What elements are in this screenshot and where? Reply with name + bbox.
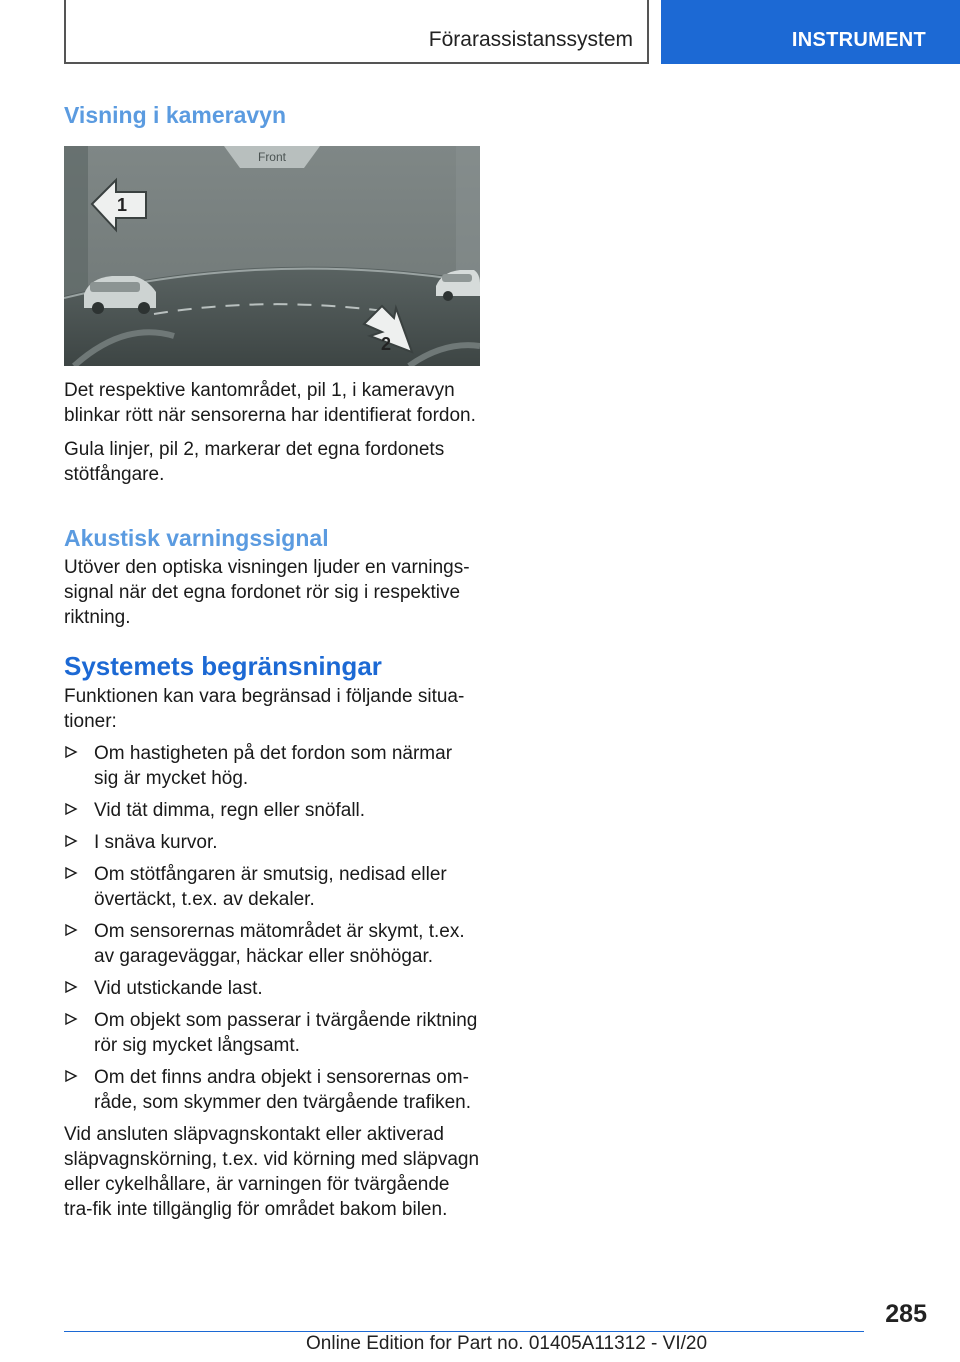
triangle-right-outline-icon xyxy=(64,980,78,994)
acoustic-paragraph: Utöver den optiska visningen ljuder en varnings-signal när det egna fordonet rör sig i respektive riktning. xyxy=(64,557,470,628)
list-item: I snäva kurvor. xyxy=(64,830,480,855)
list-item: Vid utstickande last. xyxy=(64,976,480,1001)
limits-list xyxy=(64,741,480,1115)
list-item: Om stötfångaren är smutsig, nedisad eller övertäckt, t.ex. av dekaler. xyxy=(64,862,480,912)
header-section-title: Förarassistanssystem xyxy=(428,28,633,51)
main-content xyxy=(64,100,480,1222)
triangle-right-outline-icon xyxy=(64,802,78,816)
heading-camera-view: Visning i kameravyn xyxy=(64,102,287,128)
triangle-right-outline-icon xyxy=(64,923,78,937)
svg-text:1: 1 xyxy=(116,195,128,215)
heading-acoustic-signal: Akustisk varningssignal xyxy=(64,525,329,551)
list-item: Om sensorernas mätområdet är skymt, t.ex. av garageväggar, häckar eller snöhögar. xyxy=(64,919,480,969)
triangle-right-outline-icon xyxy=(64,834,78,848)
heading-system-limits: Systemets begränsningar xyxy=(64,651,382,681)
list-item: Vid tät dimma, regn eller snöfall. xyxy=(64,798,480,823)
triangle-right-outline-icon xyxy=(64,745,78,759)
list-item: Om hastigheten på det fordon som närmar sig är mycket hög. xyxy=(64,741,480,791)
triangle-right-outline-icon xyxy=(64,866,78,880)
header-section-box xyxy=(64,0,649,64)
header-chapter-title: INSTRUMENT xyxy=(791,29,926,51)
page-number: 285 xyxy=(885,1300,927,1328)
list-item: Om det finns andra objekt i sensorernas om-råde, som skymmer den tvärgående trafiken. xyxy=(64,1065,480,1115)
triangle-right-outline-icon xyxy=(64,1069,78,1083)
list-item: Om objekt som passerar i tvärgående riktning rör sig mycket långsamt. xyxy=(64,1008,480,1058)
front-label: Front xyxy=(257,150,287,164)
footer-edition: Online Edition for Part no. 01405A11312 - VI/20 xyxy=(306,1333,708,1354)
limits-intro: Funktionen kan vara begränsad i följande situa-tioner: xyxy=(64,686,465,732)
footer-divider xyxy=(64,1331,864,1332)
header-chapter-box xyxy=(661,0,960,64)
camera-view-image xyxy=(64,146,480,366)
camera-view-paragraph-2: Gula linjer, pil 2, markerar det egna fordonets stötfångare. xyxy=(64,439,445,485)
limits-outro: Vid ansluten släpvagnskontakt eller aktiverad släpvagnskörning, t.ex. vid körning med släpvagn eller cykelhållare, är varningen för tvärgående tra-fik inte tillgänglig för området bakom bilen. xyxy=(64,1124,480,1220)
triangle-right-outline-icon xyxy=(64,1012,78,1026)
svg-text:2: 2 xyxy=(380,334,392,354)
camera-view-paragraph-1: Det respektive kantområdet, pil 1, i kameravyn blinkar rött när sensorerna har identifierat fordon. xyxy=(64,380,476,426)
